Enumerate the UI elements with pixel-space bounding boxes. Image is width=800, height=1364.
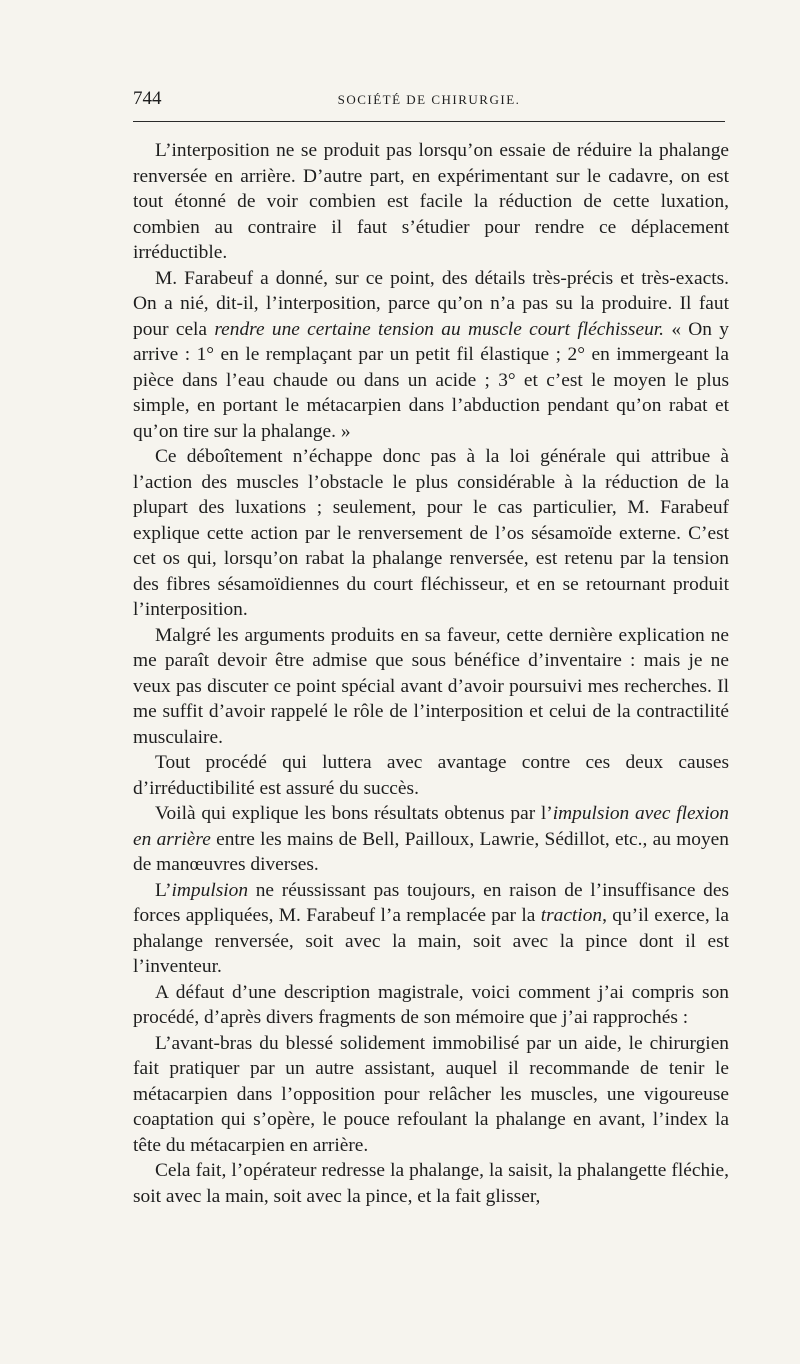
page-header	[133, 86, 725, 112]
paragraph	[133, 444, 729, 623]
text-run: Tout procédé qui luttera avec avantage contre ces deux causes d’irréductibilité est assuré du succès.	[133, 752, 729, 799]
text-run: L’interposition ne se produit pas lorsqu’on essaie de réduire la phalange renversée en arrière. D’autre part, en expérimentant sur le cadavre, on est tout étonné de voir combien est facile la réduction de cette luxation, combien au contraire il faut s’étudier pour rendre ce déplacement irréductible.	[133, 140, 729, 263]
paragraph	[133, 878, 729, 980]
paragraph	[133, 623, 729, 751]
text-run: A défaut d’une description magistrale, voici comment j’ai compris son procédé, d’après divers fragments de son mémoire que j’ai rapprochés :	[133, 981, 729, 1028]
text-run: L’avant-bras du blessé solidement immobilisé par un aide, le chirurgien fait pratiquer par un autre assistant, auquel il recommande de tenir le métacarpien dans l’opposition pour relâcher les muscles, une vigoureuse coaptation qui s’opère, le pouce refoulant la phalange en avant, l’index la tête du métacarpien en arrière.	[133, 1032, 729, 1156]
italic-text: rendre une certaine tension au muscle court fléchisseur.	[214, 318, 665, 340]
paragraph	[133, 801, 729, 878]
text-run: L’	[155, 879, 172, 901]
text-run: « On y arrive : 1° en le remplaçant par un petit fil élastique ; 2° en immergeant la pièce dans l’eau chaude ou dans un acide ; 3° et c’est le moyen le plus simple, en portant le métacarpien dans l’abduction pendant qu’on rabat et qu’on tire sur la phalange. »	[133, 318, 729, 442]
paragraph	[133, 1158, 729, 1209]
text-run: M. Farabeuf a donné, sur ce point, des détails très-précis et très-exacts. On a nié, dit-il, l’interposition, parce qu’on n’a pas su la produire. Il faut pour cela	[133, 267, 729, 340]
text-run: , qu’il exerce, la phalange renversée, soit avec la main, soit avec la pince dont il est l’inventeur.	[133, 905, 729, 977]
text-run: Ce déboîtement n’échappe donc pas à la loi générale qui attribue à l’action des muscles l’obstacle le plus considérable à la réduction de la plupart des luxations ; seulement, pour le cas particulier, M. Farabeuf explique cette action par le renversement de l’os sésamoïde externe. C’est cet os qui, lorsqu’on rabat la phalange renversée, est retenu par la tension des fibres sésamoïdiennes du court fléchisseur, et en se retournant produit l’interposition.	[133, 446, 729, 620]
running-head: SOCIÉTÉ DE CHIRURGIE.	[337, 92, 521, 107]
italic-text: impulsion avec flexion en arrière	[133, 803, 729, 850]
paragraph	[133, 980, 729, 1031]
paragraph	[133, 138, 729, 266]
italic-text: impulsion	[171, 879, 249, 901]
text-run: entre les mains de Bell, Pailloux, Lawrie, Sédillot, etc., au moyen de manœuvres diverses.	[133, 828, 729, 875]
header-rule	[133, 121, 725, 122]
paragraph	[133, 750, 729, 801]
body-text	[133, 138, 729, 1209]
text-run: Voilà qui explique les bons résultats obtenus par l’	[155, 803, 553, 824]
text-run: Cela fait, l’opérateur redresse la phalange, la saisit, la phalangette fléchie, soit avec la main, soit avec la pince, et la fait glisser,	[133, 1160, 729, 1207]
italic-text: traction	[540, 905, 603, 926]
page-number: 744	[133, 88, 162, 109]
text-run: ne réussissant pas toujours, en raison de l’insuffisance des forces appliquées, M. Farabeuf l’a remplacée par la	[133, 879, 729, 926]
paragraph	[133, 1031, 729, 1159]
text-run: Malgré les arguments produits en sa faveur, cette dernière explication ne me paraît devoir être admise que sous bénéfice d’inventaire : mais je ne veux pas discuter ce point spécial avant d’avoir poursuivi mes recherches. Il me suffit d’avoir rappelé le rôle de l’interposition et celui de la contractilité musculaire.	[133, 624, 729, 748]
paragraph	[133, 266, 729, 445]
